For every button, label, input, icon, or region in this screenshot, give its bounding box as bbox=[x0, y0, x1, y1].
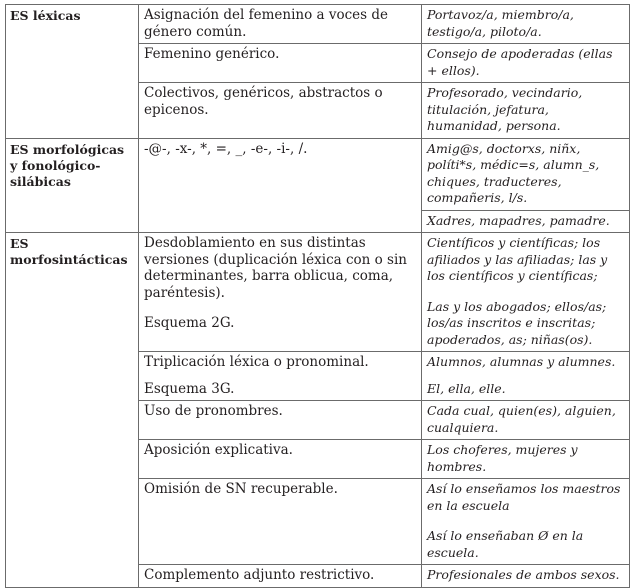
example-cell: Cada cual, quien(es), alguien, cualquiera. bbox=[422, 401, 630, 440]
example-text: Así lo enseñamos los maestros en la escuela bbox=[427, 481, 621, 513]
description-cell bbox=[139, 233, 422, 352]
description-cell: Uso de pronombres. bbox=[139, 401, 422, 440]
description-text: Triplicación léxica o pronominal. bbox=[144, 354, 369, 370]
description-cell bbox=[139, 352, 422, 401]
example-cell: Consejo de apoderadas (ellas + ellos). bbox=[422, 44, 630, 83]
description-cell: Colectivos, genéricos, abstractos o epicenos. bbox=[139, 83, 422, 139]
description-cell: Aposición explicativa. bbox=[139, 440, 422, 479]
example-text: El, ella, elle. bbox=[427, 380, 506, 396]
example-text: Las y los abogados; ellos/as; los/as inscritos e inscritas; apoderados, as; niñas(os). bbox=[427, 298, 607, 347]
example-cell bbox=[422, 479, 630, 565]
description-cell: Femenino genérico. bbox=[139, 44, 422, 83]
scheme-label: Esquema 3G. bbox=[144, 380, 235, 397]
category-cell: ES morfológicas y fonológico-silábicas bbox=[6, 138, 139, 233]
classification-table-wrapper bbox=[5, 4, 629, 588]
category-cell: ES léxicas bbox=[6, 5, 139, 139]
description-cell: Omisión de SN recuperable. bbox=[139, 479, 422, 565]
example-cell bbox=[422, 352, 630, 401]
table-row bbox=[6, 138, 630, 210]
description-cell: Asignación del femenino a voces de género común. bbox=[139, 5, 422, 44]
example-cell: Profesorado, vecindario, titulación, jefatura, humanidad, persona. bbox=[422, 83, 630, 139]
description-cell: Complemento adjunto restrictivo. bbox=[139, 565, 422, 588]
example-cell: Profesionales de ambos sexos. bbox=[422, 565, 630, 588]
description-text: Desdoblamiento en sus distintas versiones (duplicación léxica con o sin determinantes, barra oblicua, coma, paréntesis). bbox=[144, 235, 407, 301]
example-text: Alumnos, alumnas y alumnes. bbox=[427, 354, 616, 369]
classification-table bbox=[5, 4, 630, 588]
description-cell: -@-, -x-, *, =, _, -e-, -i-, /. bbox=[139, 138, 422, 233]
example-cell bbox=[422, 233, 630, 352]
example-cell: Xadres, mapadres, pamadre. bbox=[422, 210, 630, 233]
example-cell: Los choferes, mujeres y hombres. bbox=[422, 440, 630, 479]
example-text: Científicos y científicas; los afiliados y las afiliadas; las y los científicos y científicas; bbox=[427, 235, 608, 283]
example-cell: Amig@s, doctorxs, niñx, políti*s, médic=s, alumn_s, chiques, traducteres, compañeris, l/s. bbox=[422, 138, 630, 210]
example-text: Así lo enseñaban Ø en la escuela. bbox=[427, 528, 584, 560]
example-cell: Portavoz/a, miembro/a, testigo/a, piloto/a. bbox=[422, 5, 630, 44]
table-row bbox=[6, 5, 630, 44]
category-cell: ES morfosintácticas bbox=[6, 233, 139, 588]
table-row bbox=[6, 233, 630, 352]
scheme-label: Esquema 2G. bbox=[144, 315, 235, 331]
